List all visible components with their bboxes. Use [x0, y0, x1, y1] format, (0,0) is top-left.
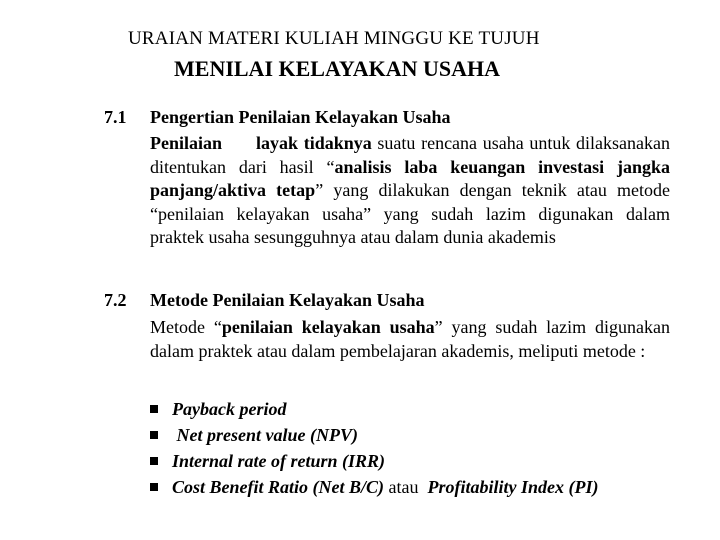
- list-item: [150, 422, 598, 448]
- document-title: MENILAI KELAYAKAN USAHA: [174, 56, 500, 81]
- s1-text-1: Penilaian: [150, 133, 257, 153]
- list-item: [150, 448, 598, 474]
- square-bullet-icon: [150, 483, 158, 491]
- square-bullet-icon: [150, 431, 158, 439]
- section-1-number: 7.1: [104, 107, 127, 127]
- s1-text-4: analisis laba keuangan investasi jangka panjang/aktiva tetap: [150, 156, 671, 200]
- method-npv: Net present value (NPV): [172, 425, 358, 445]
- method-payback: Payback period: [172, 399, 287, 419]
- document-subtitle: URAIAN MATERI KULIAH MINGGU KE TUJUH: [128, 28, 540, 49]
- s2-text-3: ” yang sudah lazim digunakan dalam praktek atau dalam pembelajaran akademis, meliputi metode :: [150, 317, 671, 361]
- s2-text-2: penilaian kelayakan usaha: [221, 317, 435, 337]
- method-list: [150, 396, 598, 500]
- method-pi: Profitability Index (PI): [427, 477, 599, 497]
- list-item: [150, 474, 598, 500]
- method-bcr: Cost Benefit Ratio (Net B/C): [172, 477, 385, 497]
- s1-text-5: ” yang dilakukan dengan teknik atau metode “penilaian kelayakan usaha” yang sudah lazim digunakan dalam praktek usaha sesungguhnya atau dalam dunia akademis: [150, 180, 671, 247]
- s2-text-1: Metode “: [150, 317, 222, 337]
- section-2-number: 7.2: [104, 290, 127, 310]
- method-irr: Internal rate of return (IRR): [172, 451, 386, 471]
- method-connector: atau: [384, 477, 428, 497]
- s1-text-2: layak tidaknya: [256, 133, 372, 153]
- section-2-paragraph: [150, 316, 670, 363]
- list-item: [150, 396, 598, 422]
- section-1-heading: Pengertian Penilaian Kelayakan Usaha: [150, 107, 451, 127]
- square-bullet-icon: [150, 457, 158, 465]
- square-bullet-icon: [150, 405, 158, 413]
- section-1-paragraph: [150, 132, 670, 250]
- section-2-heading: Metode Penilaian Kelayakan Usaha: [150, 290, 425, 310]
- s1-text-3: suatu rencana usaha untuk dilaksanakan ditentukan dari hasil “: [150, 133, 670, 177]
